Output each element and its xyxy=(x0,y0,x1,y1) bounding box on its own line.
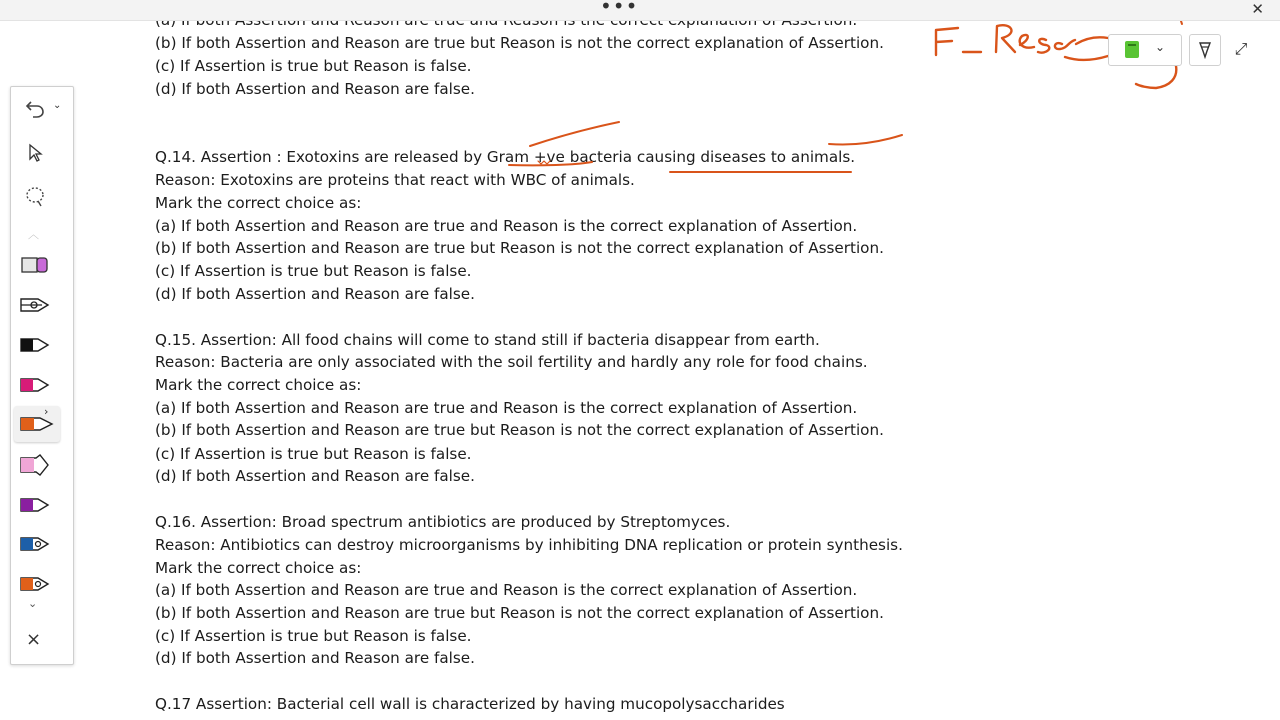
ink-stroke xyxy=(1038,39,1049,53)
document-line: (b) If both Assertion and Reason are true but Reason is not the correct explanation of Assertion. xyxy=(155,239,884,257)
lasso-icon xyxy=(24,186,46,208)
scroll-down-icon[interactable]: ⌄ xyxy=(28,597,38,610)
drawing-toolbar xyxy=(10,86,74,665)
question-heading: Q.16. Assertion: Broad spectrum antibiotics are produced by Streptomyces. xyxy=(155,513,731,531)
undo-options-chevron-icon[interactable]: ⌄ xyxy=(53,100,62,111)
pen-tip-icon xyxy=(1197,41,1213,59)
document-line: (d) If both Assertion and Reason are false. xyxy=(155,285,475,303)
ink-stroke xyxy=(1065,56,1108,60)
document-line: (d) If both Assertion and Reason are false. xyxy=(155,649,475,667)
document-line: (d) If both Assertion and Reason are false. xyxy=(155,467,475,485)
close-window-button[interactable]: ✕ xyxy=(1251,0,1264,18)
document-line: Reason: Antibiotics can destroy microorganisms by inhibiting DNA replication or protein synthesis. xyxy=(155,536,903,554)
window-title-bar xyxy=(0,0,1280,21)
document-line: (c) If Assertion is true but Reason is false. xyxy=(155,445,472,463)
lasso-tool[interactable] xyxy=(15,182,55,212)
document-page xyxy=(155,0,955,720)
select-icon xyxy=(27,143,43,163)
document-line: Mark the correct choice as: xyxy=(155,559,362,577)
eraser-icon xyxy=(21,256,49,274)
scroll-up-icon[interactable]: ︿ xyxy=(28,228,39,241)
undo-icon xyxy=(25,99,45,119)
document-line: (a) If both Assertion and Reason are true and Reason is the correct explanation of Assertion. xyxy=(155,399,858,417)
chevron-down-icon: ⌄ xyxy=(1155,40,1166,54)
question-heading: Q.15. Assertion: All food chains will come to stand still if bacteria disappear from earth. xyxy=(155,331,820,349)
pen-blue-icon xyxy=(20,535,50,553)
notebook-icon xyxy=(1125,41,1139,58)
document-line: Mark the correct choice as: xyxy=(155,194,362,212)
question-heading: Q.14. Assertion : Exotoxins are released by Gram +ve bacteria causing diseases to animals. xyxy=(155,148,856,166)
undo-button[interactable] xyxy=(15,94,55,124)
pen-tool-outline[interactable] xyxy=(15,290,55,320)
document-line: (a) If both Assertion and Reason are true and Reason is the correct explanation of Assertion. xyxy=(155,581,858,599)
notebook-selector-button[interactable] xyxy=(1108,34,1182,66)
expand-icon[interactable]: ⤢ xyxy=(1234,39,1248,58)
highlighter-pink-icon xyxy=(20,454,50,476)
document-line: Reason: Bacteria are only associated with the soil fertility and hardly any role for food chains. xyxy=(155,353,868,371)
pen-tool-magenta[interactable] xyxy=(15,370,55,400)
document-line: Reason: Exotoxins are proteins that react with WBC of animals. xyxy=(155,171,635,189)
more-options-icon[interactable]: ••• xyxy=(600,0,639,18)
document-line: (c) If Assertion is true but Reason is false. xyxy=(155,57,472,75)
pen-tool-orange-2[interactable] xyxy=(15,569,55,599)
document-line: (b) If both Assertion and Reason are true but Reason is not the correct explanation of Assertion. xyxy=(155,421,884,439)
highlighter-tool-pink[interactable] xyxy=(15,450,55,480)
pen-orange-2-icon xyxy=(20,575,50,593)
document-line: (a) If both Assertion and Reason are true and Reason is the correct explanation of Assertion. xyxy=(155,217,858,235)
ink-stroke xyxy=(1076,37,1108,44)
document-line: (d) If both Assertion and Reason are false. xyxy=(155,80,475,98)
document-line: Mark the correct choice as: xyxy=(155,376,362,394)
ruler-button[interactable] xyxy=(1189,34,1221,66)
question-heading: Q.17 Assertion: Bacterial cell wall is characterized by having mucopolysaccharides xyxy=(155,695,785,713)
pen-options-chevron-icon[interactable]: › xyxy=(44,405,49,418)
pen-purple-icon xyxy=(20,496,50,514)
pen-magenta-icon xyxy=(20,376,50,394)
pen-tool-blue[interactable] xyxy=(15,529,55,559)
eraser-tool[interactable] xyxy=(15,250,55,280)
pen-orange-icon xyxy=(20,414,54,434)
document-line: (c) If Assertion is true but Reason is false. xyxy=(155,262,472,280)
document-line: (c) If Assertion is true but Reason is false. xyxy=(155,627,472,645)
ink-stroke xyxy=(1020,35,1034,48)
document-line: (b) If both Assertion and Reason are true but Reason is not the correct explanation of Assertion. xyxy=(155,34,884,52)
pen-tool-orange[interactable] xyxy=(14,406,60,442)
close-toolbar-button[interactable]: × xyxy=(26,629,42,650)
pen-black-icon xyxy=(20,336,50,354)
ink-stroke xyxy=(1136,66,1176,88)
pen-black-outline-icon xyxy=(20,296,50,314)
ink-stroke xyxy=(1055,40,1075,49)
document-line: (b) If both Assertion and Reason are true but Reason is not the correct explanation of Assertion. xyxy=(155,604,884,622)
ink-stroke xyxy=(996,25,1015,52)
select-tool[interactable] xyxy=(15,138,55,168)
pen-tool-purple[interactable] xyxy=(15,490,55,520)
pen-tool-black[interactable] xyxy=(15,330,55,360)
